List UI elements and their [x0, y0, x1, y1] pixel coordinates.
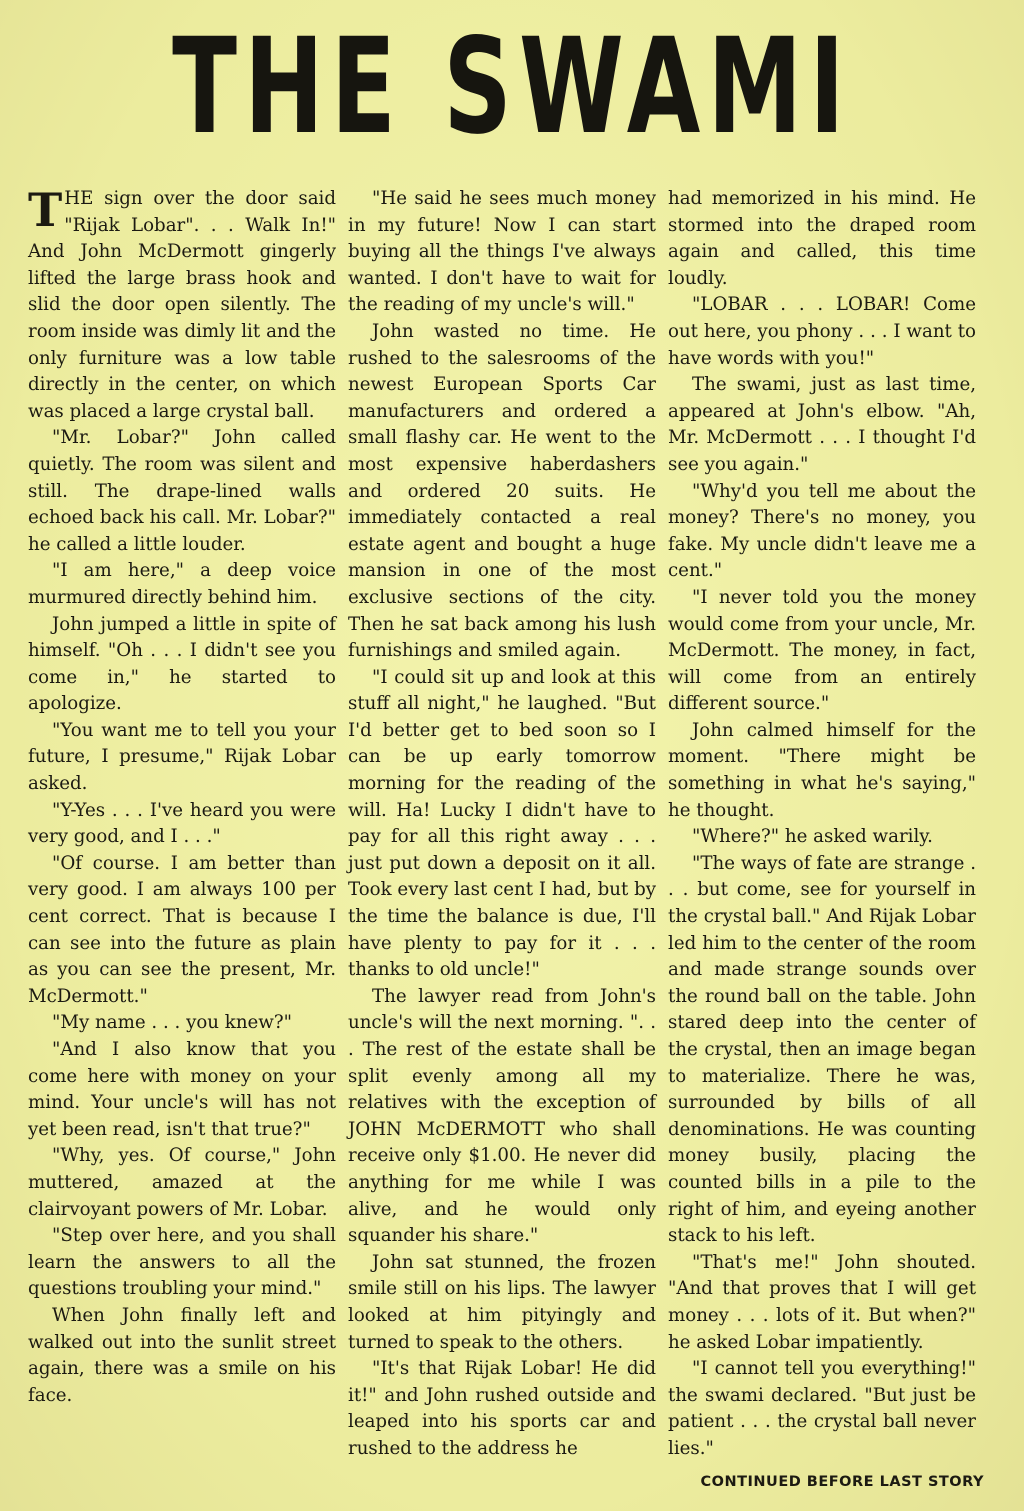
paragraph: "Mr. Lobar?" John called quietly. The room was silent and still. The drape-lined walls echoed back his call. Mr. Lobar?" he called a little louder.: [28, 427, 336, 555]
text-column-2: [348, 186, 656, 1463]
paragraph: "LOBAR . . . LOBAR! Come out here, you phony . . . I want to have words with you!": [668, 294, 976, 369]
paragraph: "Of course. I am better than very good. I am always 100 per cent correct. That is because I can see into the future as plain as you can see the present, Mr. McDermott.": [28, 852, 336, 1007]
paragraph: "I never told you the money would come from your uncle, Mr. McDermott. The money, in fact, will come from an entirely different source.": [668, 586, 976, 715]
paragraph: "And I also know that you come here with money on your mind. Your uncle's will has not yet been read, isn't that true?": [28, 1039, 336, 1140]
paragraph: "I could sit up and look at this stuff all night," he laughed. "But I'd better get to bed soon so I can be up early tomorrow morning for the reading of the will. Ha! Lucky I didn't have to pay for all this right away . . . just put down a deposit on it all. Took every last cent I had, but by the time the balance is due, I'll have plenty to pay for it . . . thanks to old uncle!": [348, 666, 656, 981]
paragraph: had memorized in his mind. He stormed into the draped room again and called, this time loudly.: [668, 188, 976, 289]
text-column-1: [28, 183, 336, 1409]
paragraph: "He said he sees much money in my future! Now I can start buying all the things I've always wanted. I don't have to wait for the reading of my uncle's will.": [348, 188, 656, 316]
paragraph: "Why, yes. Of course," John muttered, amazed at the clairvoyant powers of Mr. Lobar.: [28, 1145, 336, 1220]
paragraph: "Where?" he asked warily.: [692, 826, 933, 848]
paragraph: "Y-Yes . . . I've heard you were very good, and I . . .": [28, 799, 336, 848]
paragraph: "My name . . . you knew?": [52, 1012, 292, 1034]
paragraph: When John finally left and walked out into the sunlit street again, there was a smile on his face.: [28, 1304, 336, 1406]
drop-cap: T: [28, 183, 63, 237]
paragraph: John jumped a little in spite of himself. "Oh . . . I didn't see you come in," he started to apologize.: [28, 613, 336, 715]
story-title: THE SWAMI: [172, 10, 852, 164]
paragraph: "Step over here, and you shall learn the answers to all the questions troubling your mind.": [28, 1225, 336, 1300]
paragraph: The swami, just as last time, appeared at John's elbow. "Ah, Mr. McDermott . . . I thought I'd see you again.": [668, 374, 976, 475]
text-column-3: [668, 186, 976, 1463]
continued-note: CONTINUED BEFORE LAST STORY: [700, 1474, 984, 1490]
paragraph: "Why'd you tell me about the money? There's no money, you fake. My uncle didn't leave me a cent.": [668, 480, 976, 582]
paragraph: "That's me!" John shouted. "And that proves that I will get money . . . lots of it. But when?" he asked Lobar impatiently.: [668, 1251, 976, 1353]
paragraph: "It's that Rijak Lobar! He did it!" and John rushed outside and leaped into his sports car and rushed to the address he: [348, 1358, 656, 1459]
paragraph: John calmed himself for the moment. "There might be something in what he's saying," he thought.: [668, 719, 976, 821]
paragraph: "I am here," a deep voice murmured directly behind him.: [28, 560, 336, 608]
paragraph: John sat stunned, the frozen smile still on his lips. The lawyer looked at him pityingly and turned to speak to the others.: [348, 1251, 656, 1353]
paragraph: The lawyer read from John's uncle's will the next morning. ". . . The rest of the estate shall be split evenly among all my relatives with the exception of JOHN McDERMOTT who shall receive only $1.00. He never did anything for me while I was alive, and he would only squander his share.": [348, 985, 656, 1247]
paragraph: "I cannot tell you everything!" the swami declared. "But just be patient . . . the crystal ball never lies.": [668, 1358, 976, 1459]
paragraph: John wasted no time. He rushed to the salesrooms of the newest European Sports Car manufacturers and ordered a small flashy car. He went to the most expensive haberdashers and ordered 20 suits. He immediately contacted a real estate agent and bought a huge mansion in one of the most exclusive sections of the city. Then he sat back among his lush furnishings and smiled again.: [348, 320, 656, 662]
paragraph: THE sign over the door said "Rijak Lobar". . . Walk In!" And John McDermott gingerly lifted the large brass hook and slid the door open silently. The room inside was dimly lit and the only furniture was a low table directly in the center, on which was placed a large crystal ball.: [28, 183, 336, 422]
paragraph: "The ways of fate are strange . . . but come, see for yourself in the crystal ball." And Rijak Lobar led him to the center of the room and made strange sounds over the round ball on the table. John stared deep into the center of the crystal, then an image began to materialize. There he was, surrounded by bills of all denominations. He was counting money busily, placing the counted bills in a pile to the right of him, and eyeing another stack to his left.: [668, 852, 976, 1247]
paragraph: "You want me to tell you your future, I presume," Rijak Lobar asked.: [28, 719, 336, 795]
